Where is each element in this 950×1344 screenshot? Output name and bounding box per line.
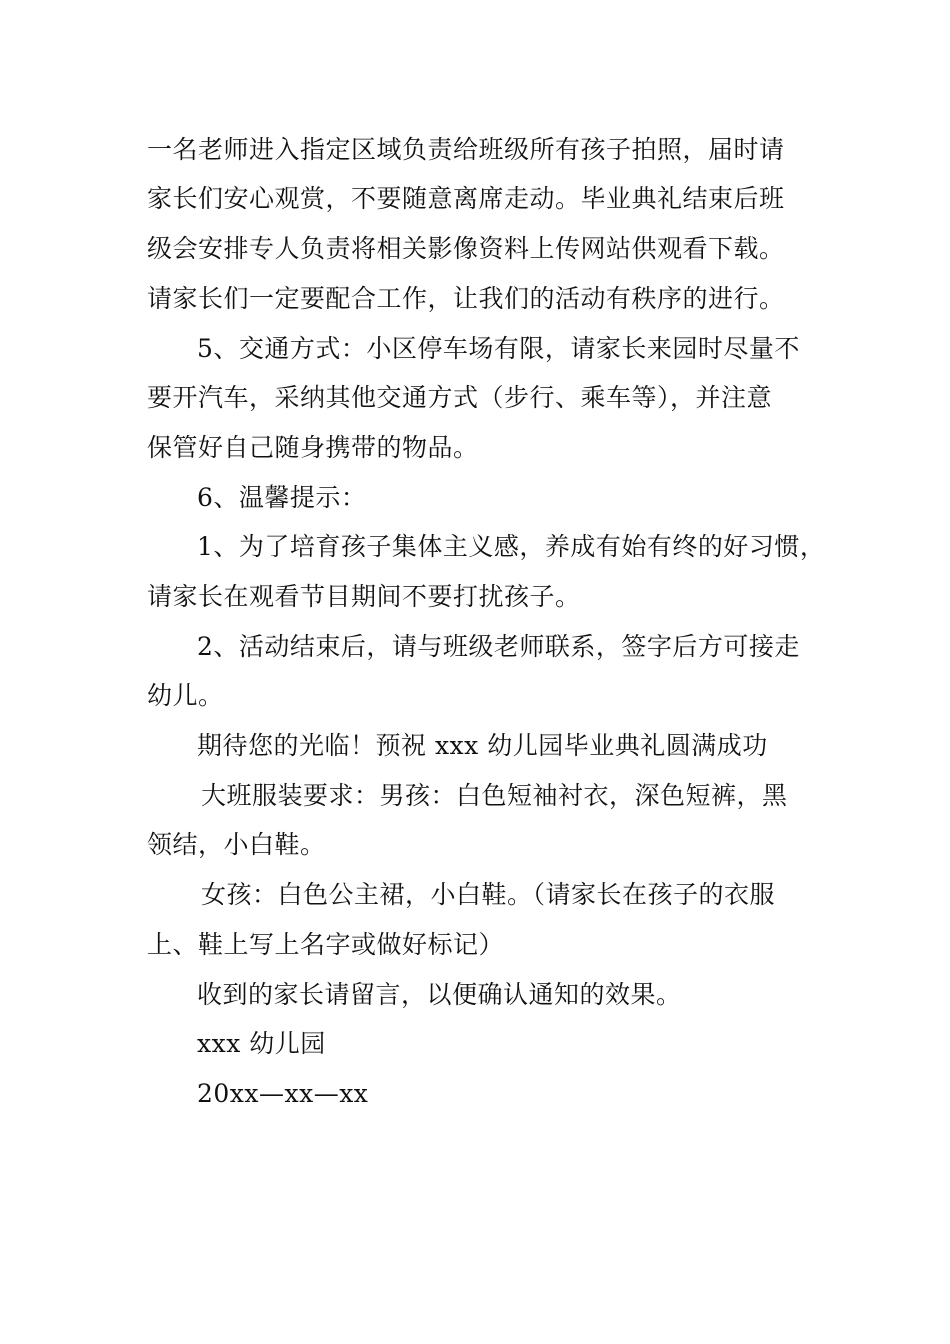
text-line: 保管好自己随身携带的物品。: [147, 433, 479, 462]
text-line: 收到的家长请留言，以便确认通知的效果。: [197, 980, 682, 1009]
text-line: 6、温馨提示：: [197, 483, 367, 512]
text-line: 1、为了培育孩子集体主义感，养成有始有终的好习惯，: [197, 532, 826, 561]
text-line: 家长们安心观赏，不要随意离席走动。毕业典礼结束后班: [147, 184, 785, 213]
text-line: 请家长们一定要配合工作，让我们的活动有秩序的进行。: [147, 284, 785, 313]
text-line: 级会安排专人负责将相关影像资料上传网站供观看下载。: [147, 234, 785, 263]
text-line: 5、交通方式：小区停车场有限，请家长来园时尽量不: [197, 334, 800, 363]
text-line: 20xx—xx—xx: [197, 1079, 369, 1108]
text-line: 幼儿。: [147, 681, 224, 710]
text-line: 上、鞋上写上名字或做好标记）: [147, 930, 505, 959]
text-line: 2、活动结束后，请与班级老师联系，签字后方可接走: [197, 632, 800, 661]
text-line: 女孩：白色公主裙，小白鞋。（请家长在孩子的衣服: [201, 880, 776, 909]
text-line: 大班服装要求：男孩：白色短袖衬衣，深色短裤，黑: [201, 781, 788, 810]
text-line: 期待您的光临！预祝 xxx 幼儿园毕业典礼圆满成功: [197, 731, 768, 760]
text-line: xxx 幼儿园: [197, 1029, 326, 1058]
text-line: 要开汽车，采纳其他交通方式（步行、乘车等），并注意: [147, 383, 773, 412]
text-line: 一名老师进入指定区域负责给班级所有孩子拍照，届时请: [147, 135, 785, 164]
text-line: 请家长在观看节目期间不要打扰孩子。: [147, 582, 581, 611]
text-line: 领结，小白鞋。: [147, 830, 326, 859]
